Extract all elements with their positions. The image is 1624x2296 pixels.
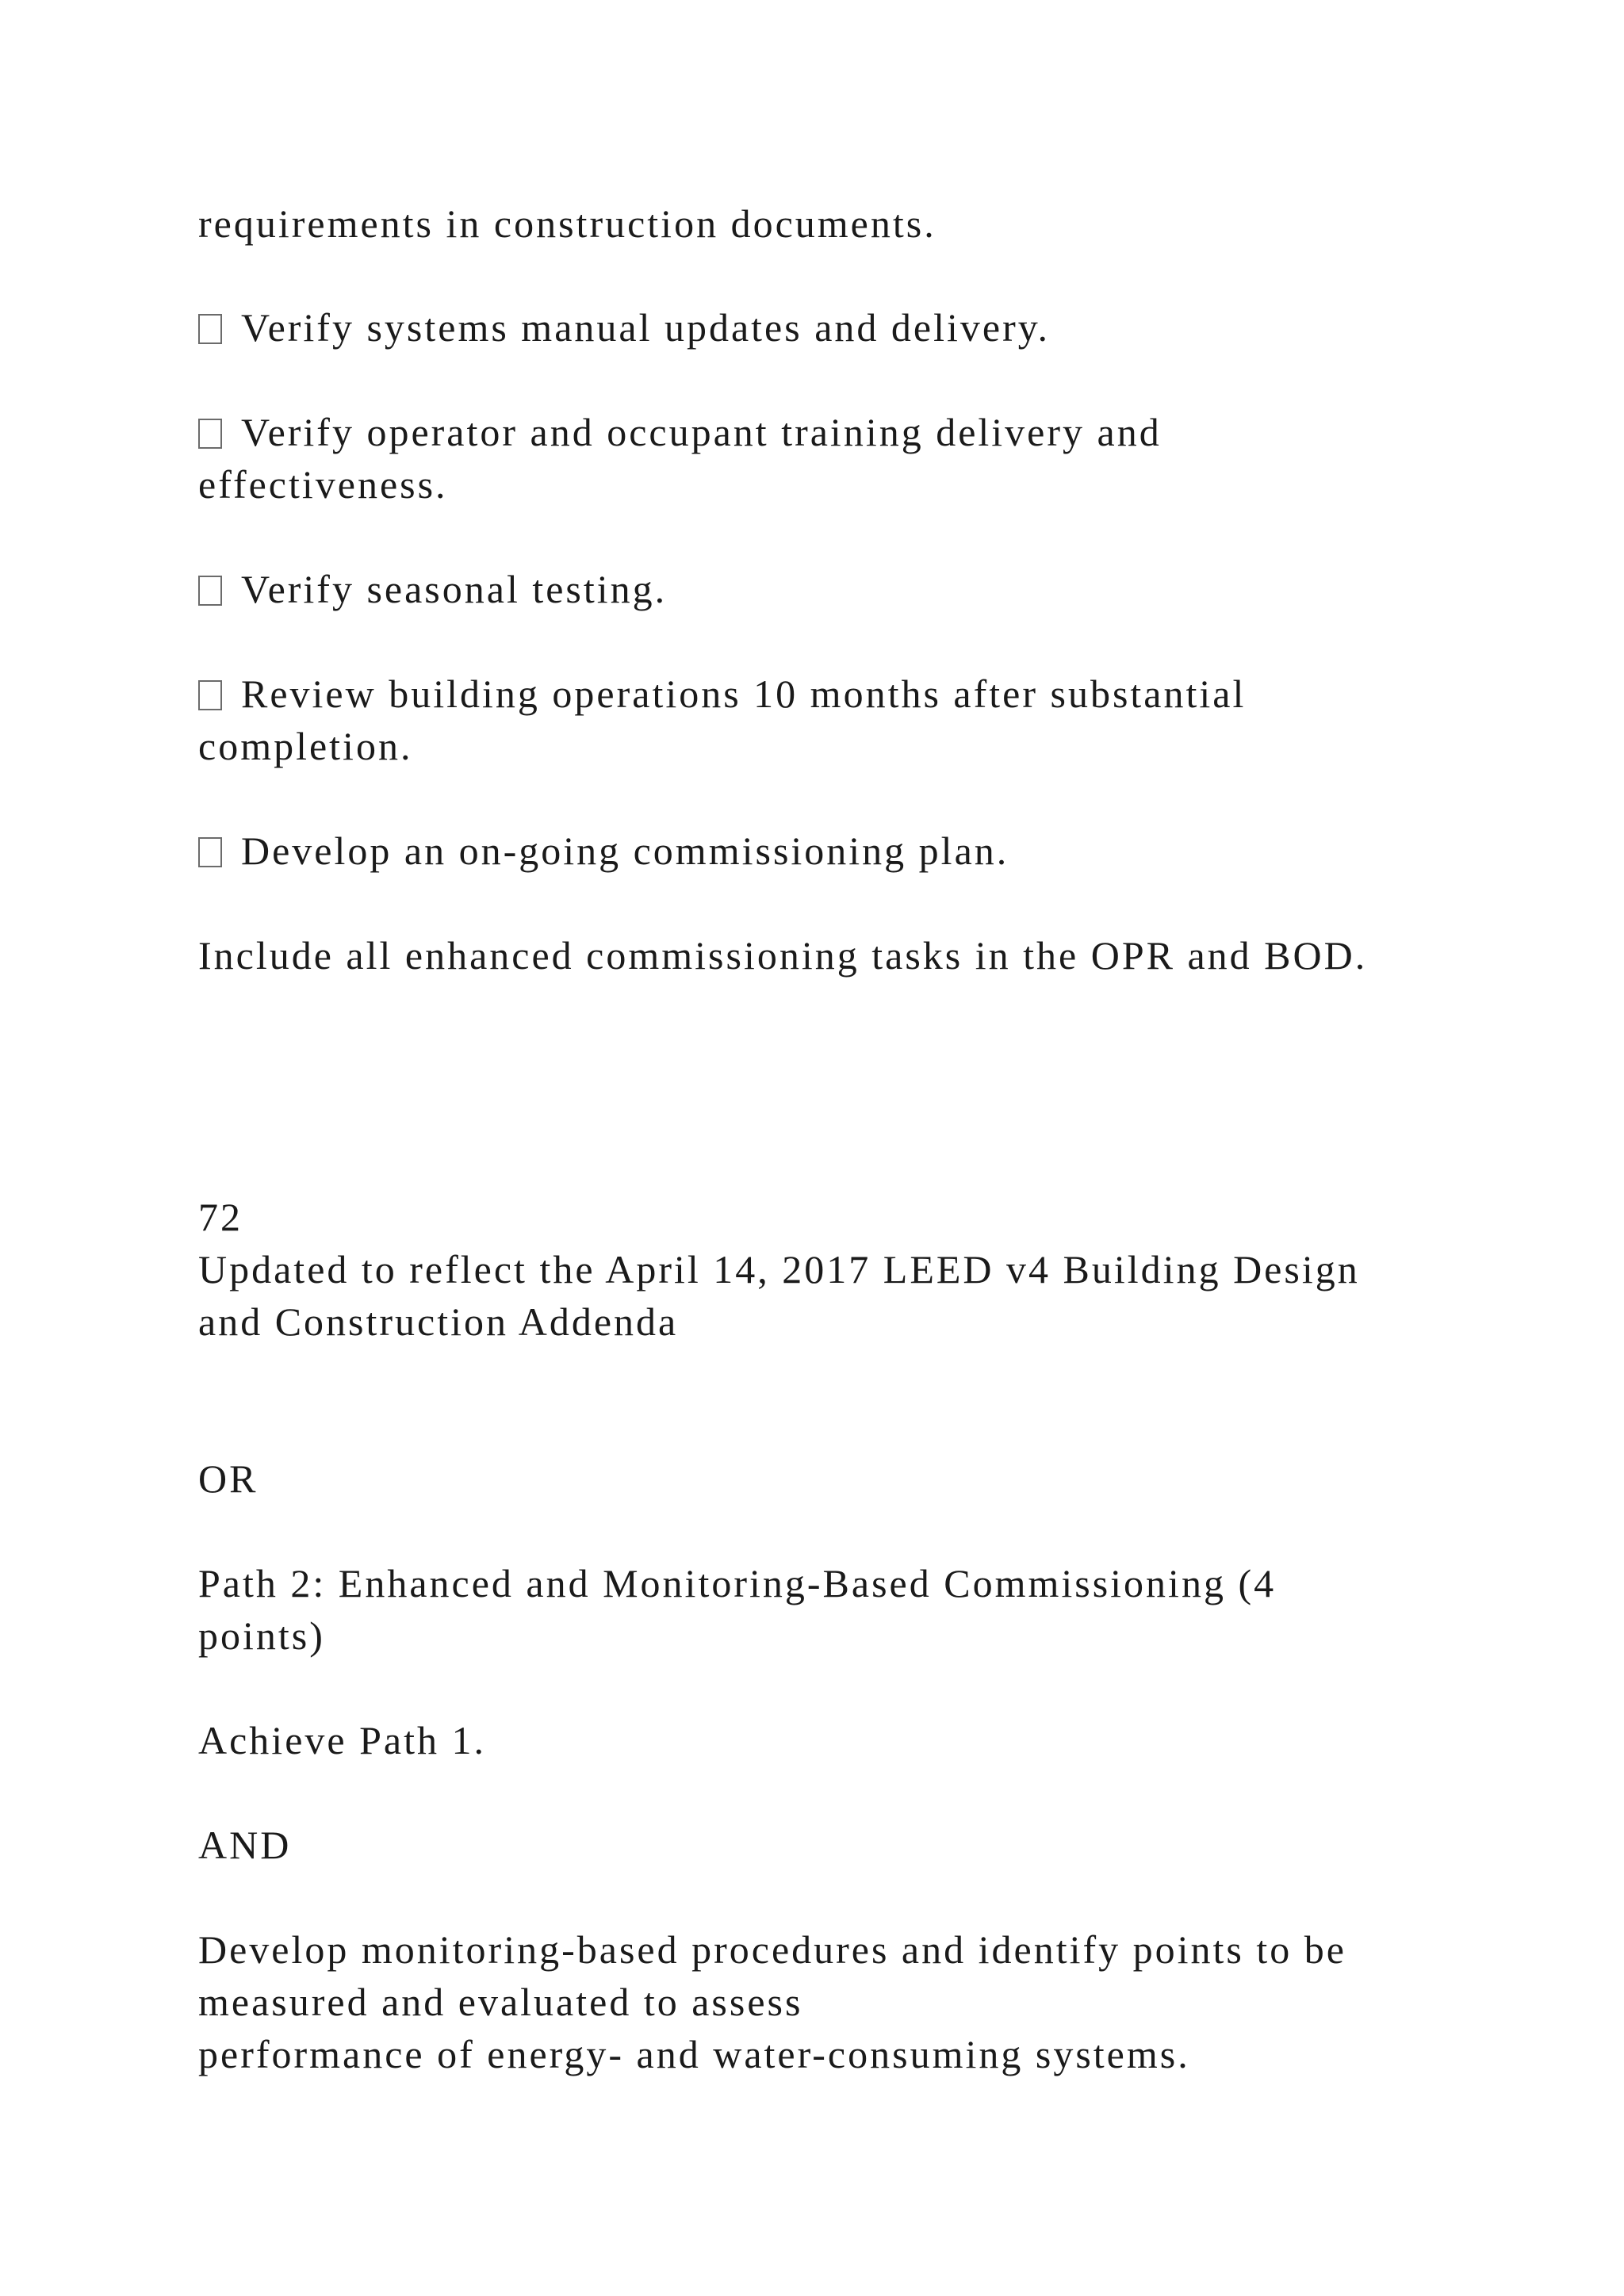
bullet-text: Develop an on-going commissioning plan.	[241, 828, 1009, 873]
bullet-box-icon	[198, 314, 222, 344]
develop-paragraph-line: Develop monitoring-based procedures and identify points to be	[198, 1927, 1346, 1972]
footer-line: Updated to reflect the April 14, 2017 LEED v4 Building Design	[198, 1247, 1360, 1292]
intro-line: requirements in construction documents.	[198, 201, 936, 246]
bullet-item	[198, 564, 667, 614]
bullet-item	[198, 302, 1050, 353]
bullet-box-icon	[198, 837, 222, 867]
path2-heading-continuation: points)	[198, 1613, 325, 1658]
path2-heading: Path 2: Enhanced and Monitoring-Based Commissioning (4	[198, 1561, 1277, 1605]
bullet-item	[198, 407, 1162, 457]
bullet-box-icon	[198, 680, 222, 710]
develop-paragraph-line: measured and evaluated to assess	[198, 1980, 803, 2024]
footer-line: and Construction Addenda	[198, 1299, 679, 1344]
or-text: OR	[198, 1456, 259, 1501]
and-text: AND	[198, 1823, 292, 1867]
bullet-continuation: completion.	[198, 724, 413, 768]
achieve-text: Achieve Path 1.	[198, 1718, 486, 1762]
bullet-item	[198, 825, 1009, 876]
bullet-box-icon	[198, 419, 222, 449]
bullet-box-icon	[198, 576, 222, 606]
bullet-text: Verify operator and occupant training delivery and	[241, 410, 1162, 454]
develop-paragraph-line: performance of energy- and water-consuming systems.	[198, 2032, 1190, 2076]
page-number: 72	[198, 1195, 243, 1239]
bullet-continuation: effectiveness.	[198, 462, 448, 507]
include-line: Include all enhanced commissioning tasks in the OPR and BOD.	[198, 933, 1368, 978]
bullet-text: Verify systems manual updates and delivery.	[241, 305, 1050, 350]
bullet-text: Review building operations 10 months after substantial	[241, 672, 1247, 716]
bullet-text: Verify seasonal testing.	[241, 567, 668, 611]
bullet-item	[198, 668, 1246, 719]
